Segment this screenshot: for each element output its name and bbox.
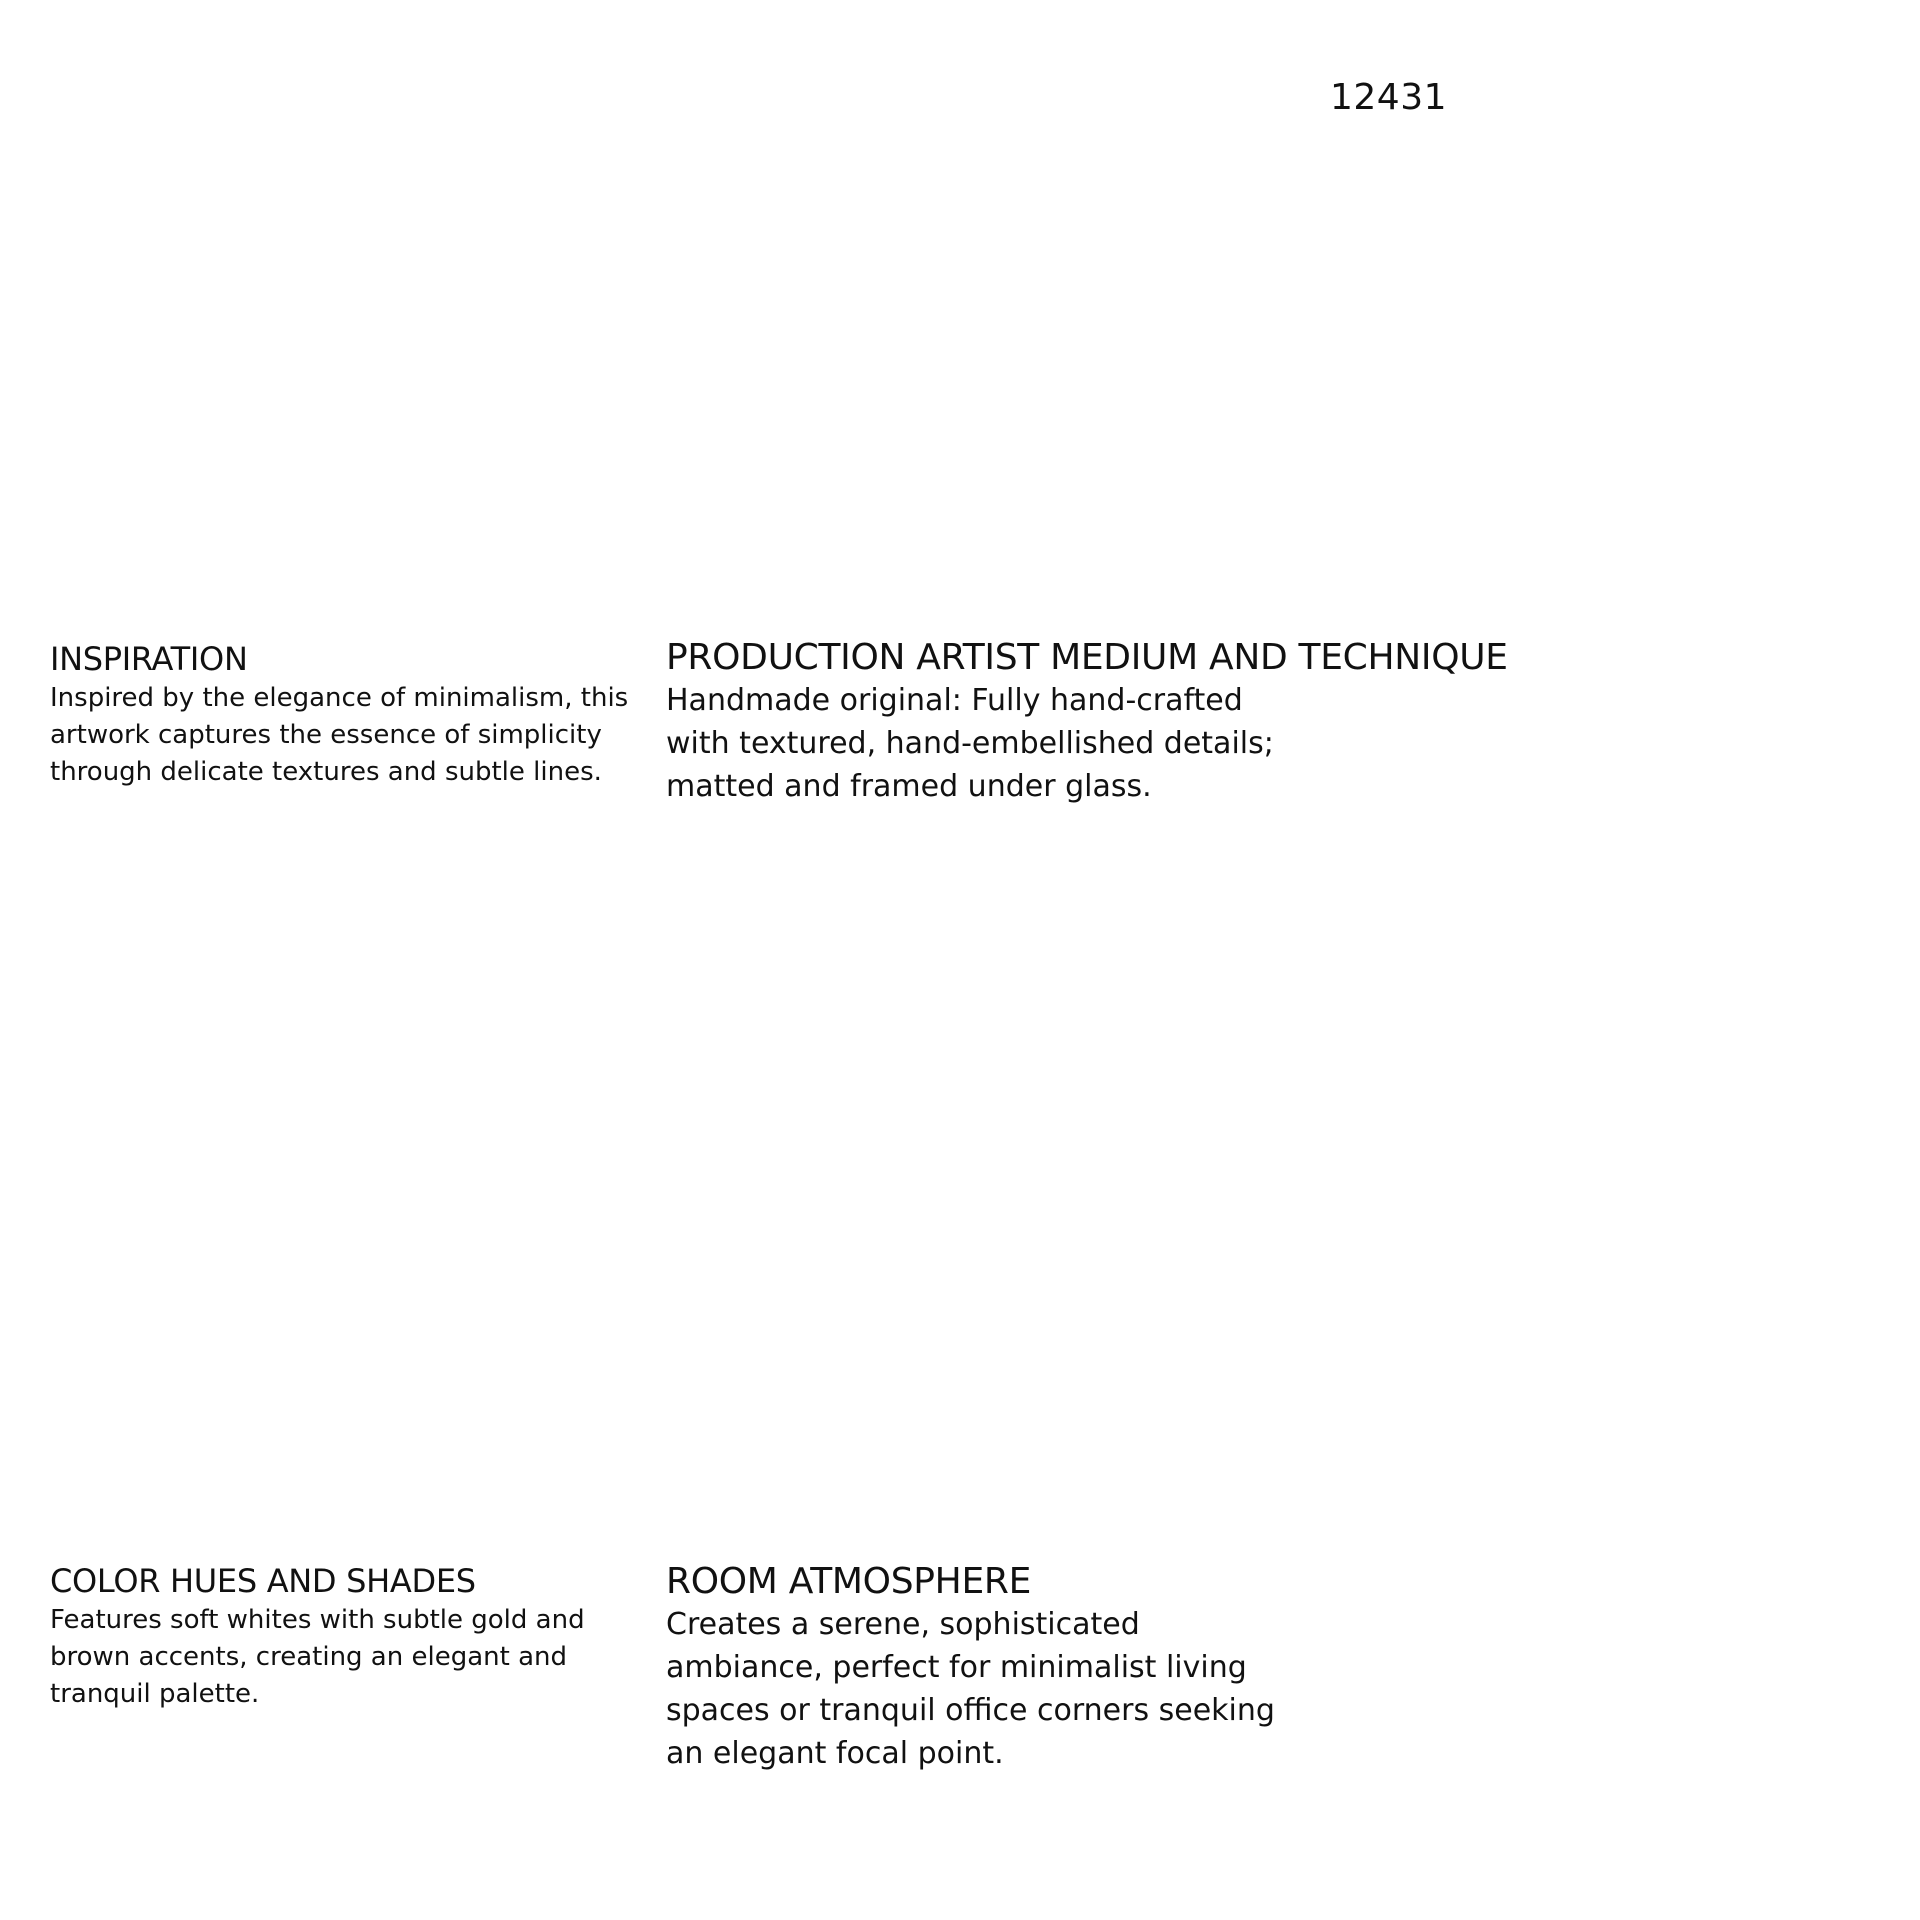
room-atmosphere-text: Creates a serene, sophisticated ambiance, perfect for minimalist living spaces or tranquil office corners seeking an elegant focal point. [666, 1607, 1275, 1772]
room-atmosphere-section [666, 1560, 1866, 1775]
inspiration-text: Inspired by the elegance of minimalism, this artwork captures the essence of simplicity through delicate textures and subtle lines. [50, 683, 629, 788]
room-atmosphere-heading: ROOM ATMOSPHERE [666, 1561, 1032, 1602]
inspiration-section [50, 640, 640, 791]
production-text: Handmade original: Fully hand-crafted with textured, hand-embellished details; matted and framed under glass. [666, 683, 1274, 805]
color-section [50, 1562, 640, 1713]
production-heading: PRODUCTION ARTIST MEDIUM AND TECHNIQUE [666, 637, 1508, 678]
color-text: Features soft whites with subtle gold and brown accents, creating an elegant and tranquil palette. [50, 1605, 585, 1710]
color-heading: COLOR HUES AND SHADES [50, 1562, 476, 1600]
inspiration-heading: INSPIRATION [50, 640, 248, 678]
item-number: 12431 [1330, 77, 1448, 118]
production-section [666, 636, 1866, 808]
